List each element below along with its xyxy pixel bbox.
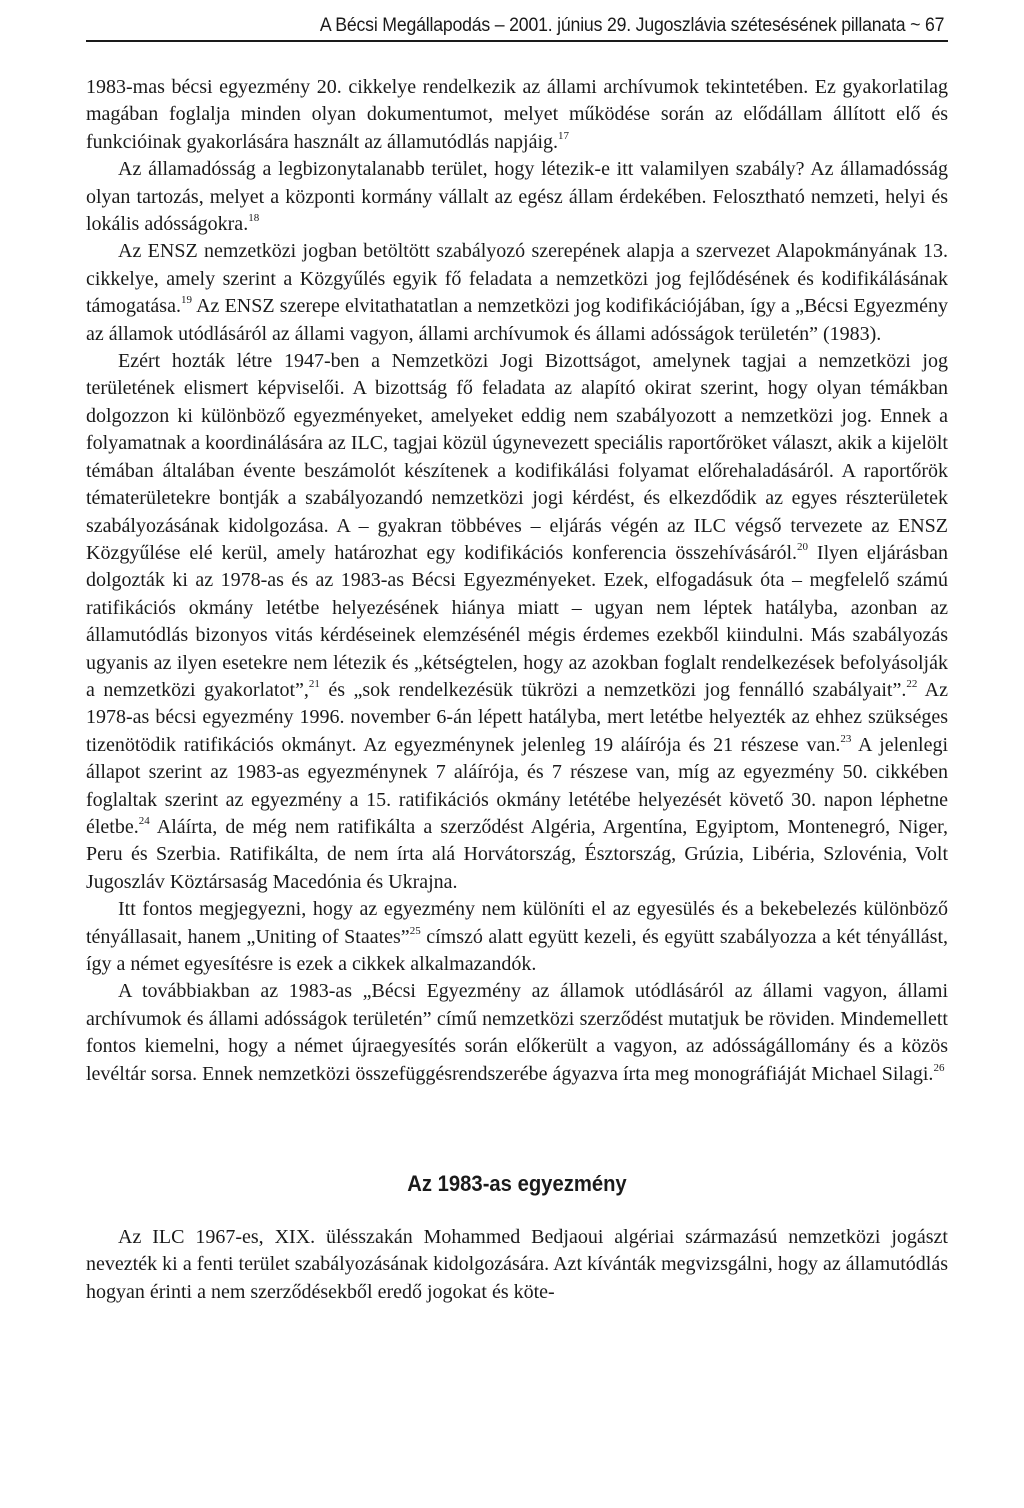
body-paragraph	[86, 74, 948, 156]
footnote-reference: 18	[248, 212, 260, 225]
running-title: A Bécsi Megállapodás – 2001. június 29. Jugoszlávia szétesésének pillanata	[319, 15, 906, 36]
header-rule	[86, 40, 948, 42]
paragraph-text: Ezért hozták létre 1947-ben a Nemzetközi Jogi Bizottságot, amelynek tagjai a nemzetközi jog területének elismert képviselői. A bizottság fő feladata az alapító okirat szerint, hogy olyan témákban dolgozzon ki különböző egyezményeket, amelyeket eddig nem szabályozott a nemzetközi jog. Ennek a folyamatnak a koordinálására az ILC, tagjai közül úgynevezett speciális raportőröket választ, akik a kijelölt témában általában évente beszámolót készítenek a kodifikálási folyamat előrehaladásáról. A raportőrök tématerületekre bontják a szabályozandó nemzetközi jogi kérdést, és elkezdődik az egyes részterületek szabályozásának kidolgozása. A – gyakran többéves – eljárás végén az ILC végső tervezete az ENSZ Közgyűlése elé kerül, amely határozhat egy kodifikációs konferencia összehívásáról.	[86, 350, 948, 564]
footnote-reference: 19	[180, 294, 192, 307]
paragraph-text: Az ENSZ szerepe elvitathatatlan a nemzetközi jog kodifikációjában, így a „Bécsi Egyezmény az államok utódlásáról az állami vagyon, állami archívumok és állami adósságok területén” (1983).	[86, 295, 948, 345]
section-heading: Az 1983-as egyezmény	[407, 1171, 627, 1197]
paragraph-text: Itt fontos megjegyezni, hogy az egyezmény nem különíti el az egyesülés és a bekebelezés különböző tényállasait, hanem „Uniting of Staates”	[86, 898, 948, 948]
paragraph-text: A jelenlegi állapot szerint az 1983-as egyezménynek 7 aláírója, és 7 részese van, míg az egyezmény 50. cikkében foglaltak szerint az egyezmény a 15. ratifikációs okmány letétébe helyezését követő 30. napon léphetne életbe.	[86, 733, 949, 838]
body-paragraph	[86, 896, 948, 978]
footnote-reference: 26	[933, 1061, 945, 1074]
body-paragraph	[86, 238, 948, 348]
paragraph-text: A továbbiakban az 1983-as „Bécsi Egyezmény az államok utódlásáról az állami vagyon, állami archívumok és állami adósságok területén” című nemzetközi szerződést mutatjuk be röviden. Mindemellett fontos kiemelni, hogy a német újraegyesítés során előkerült a vagyon, az adósságállomány és a közös levéltár sorsa. Ennek nemzetközi összefüggésrendszerébe ágyazva írta meg monográfiáját Michael Silagi.	[86, 980, 948, 1085]
paragraph-list	[86, 74, 948, 1088]
body-text	[86, 74, 948, 1306]
document-page	[86, 14, 948, 1306]
footnote-reference: 24	[138, 814, 150, 827]
header-separator: ~	[910, 15, 921, 36]
footnote-reference: 25	[409, 924, 421, 937]
paragraph-text: Az 1978-as bécsi egyezmény 1996. november 6-án lépett hatályba, mert letétbe helyezték az ehhez szükséges tizenötödik ratifikációs okmányt. Az egyezménynek jelenleg 19 aláírója és 21 részese van.	[86, 678, 948, 756]
paragraph-text: 1983-mas bécsi egyezmény 20. cikkelye rendelkezik az állami archívumok tekintetében. Ez gyakorlatilag magában foglalja minden olyan dokumentumot, melyet működése során az elődállam állított elő és funkcióinak gyakorlására használt az államutódlás napjáig.	[86, 76, 948, 153]
running-header	[146, 14, 948, 38]
footnote-reference: 23	[840, 732, 852, 745]
paragraph-text: címszó alatt együtt kezeli, és együtt szabályozza a két tényállást, így a német egyesítésre is ezek a cikkek alkalmazandók.	[86, 925, 949, 975]
paragraph-text: és „sok rendelkezésük tükrözi a nemzetközi jog fennálló szabályait”.	[319, 678, 907, 701]
body-paragraph	[86, 348, 948, 896]
footnote-reference: 21	[308, 677, 320, 690]
footnote-reference: 17	[558, 129, 570, 142]
footnote-reference: 20	[797, 540, 809, 553]
paragraph-text: Az ENSZ nemzetközi jogban betöltött szabályozó szerepének alapja a szervezet Alapokmányának 13. cikkelye, amely szerint a Közgyűlés egyik fő feladata a nemzetközi jog fejlődésének és kodifikálásának támogatása.	[86, 240, 948, 318]
body-paragraph	[86, 156, 948, 238]
section-paragraph: Az ILC 1967-es, XIX. ülésszakán Mohammed Bedjaoui algériai származású nemzetközi jogászt nevezték ki a fenti terület szabályozásának kidolgozására. Azt kívánták megvizsgálni, hogy az államutódlás hogyan érinti a nem szerződésekből eredő jogokat és köte-	[86, 1226, 948, 1303]
body-paragraph	[86, 978, 948, 1088]
footnote-reference: 22	[906, 677, 918, 690]
paragraph-text: Aláírta, de még nem ratifikálta a szerződést Algéria, Argentína, Egyiptom, Montenegró, Niger, Peru és Szerbia. Ratifikálta, de nem írta alá Horvátország, Észtország, Grúzia, Libéria, Szlovénia, Volt Jugoszláv Köztársaság Macedónia és Ukrajna.	[86, 815, 948, 893]
paragraph-text: Ilyen eljárásban dolgozták ki az 1978-as és az 1983-as Bécsi Egyezményeket. Ezek, elfogadásuk óta – megfelelő számú ratifikációs okmány letétbe helyezésének hiánya miatt – ugyan nem léptek hatályba, azonban az államutódlás bizonyos vitás kérdéseinek elemzésénél mégis érdemes ezekből kiindulni. Más szabályozás ugyanis az ilyen esetekre nem létezik és „kétségtelen, hogy az azokban foglalt rendelkezések befolyásolják a nemzetközi gyakorlatot”,	[86, 541, 948, 701]
paragraph-text: Az államadósság a legbizonytalanabb terület, hogy létezik-e itt valamilyen szabály? Az államadósság olyan tartozás, melyet a központi kormány vállalt az egész állam érdekében. Felosztható nemzeti, helyi és lokális adósságokra.	[86, 158, 948, 236]
page-number: 67	[924, 15, 945, 36]
